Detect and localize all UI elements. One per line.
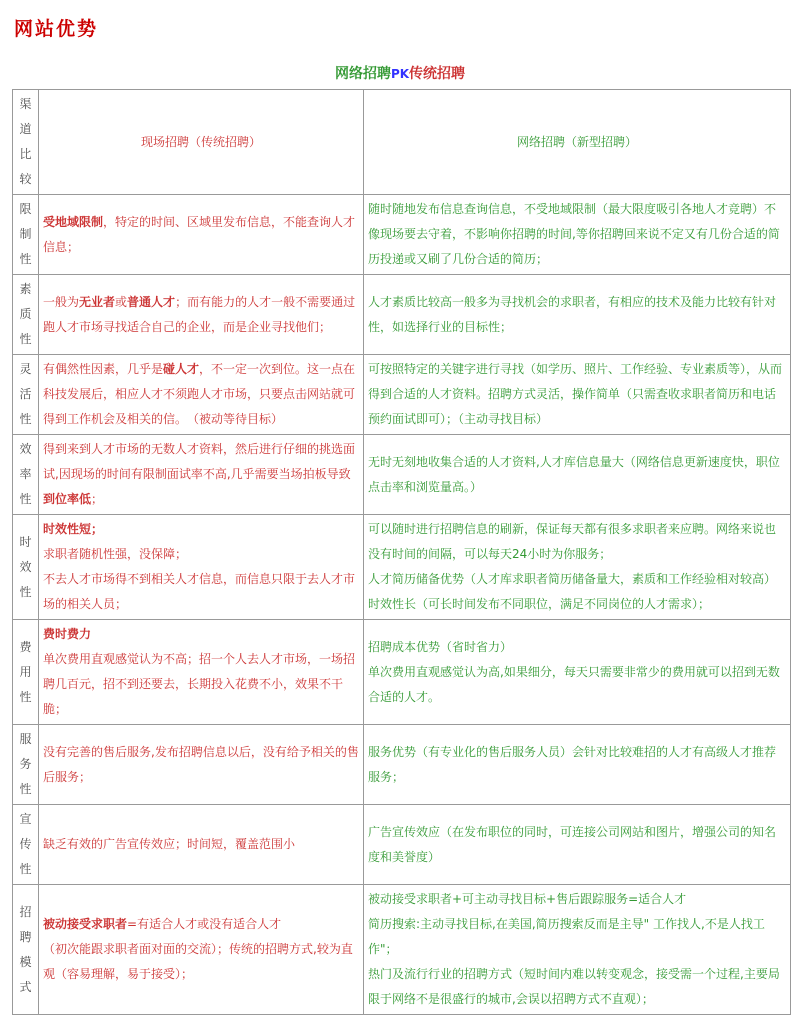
text-line: 广告宣传效应（在发布职位的同时，可连接公司网站和图片，增强公司的知名度和美誉度） <box>368 824 777 864</box>
online-cell <box>364 90 791 195</box>
text-line: 得到来到人才市场的无数人才资料，然后进行仔细的挑选面试,因现场的时间有限制面试率不高,几乎需要当场拍板导致到位率低； <box>43 442 356 506</box>
row-label: 时效性 <box>13 515 39 620</box>
row-label: 素质性 <box>13 275 39 355</box>
online-cell <box>364 275 791 355</box>
text-line: 单次费用直观感觉认为高,如果细分，每天只需要非常少的费用就可以招到无数合适的人才。 <box>368 664 780 704</box>
caption-online-part: 网络招聘 <box>334 66 391 82</box>
row-label: 宣传性 <box>13 805 39 885</box>
text-line: 不去人才市场得不到相关人才信息，而信息只限于去人才市场的相关人员； <box>43 572 356 611</box>
text-line: 一般为无业者或普通人才；而有能力的人才一般不需要通过跑人才市场寻找适合自己的企业，而是企业寻找他们； <box>43 294 356 334</box>
table-caption <box>0 63 800 83</box>
text-line: 可以随时进行招聘信息的刷新，保证每天都有很多求职者来应聘。网络来说也没有时间的间隔，可以每天24小时为你服务； <box>368 522 777 561</box>
row-label: 渠道比较 <box>13 90 39 195</box>
traditional-cell <box>39 355 364 435</box>
traditional-cell <box>39 620 364 725</box>
row-label: 费用性 <box>13 620 39 725</box>
online-cell <box>364 725 791 805</box>
row-label: 招聘模式 <box>13 885 39 1015</box>
table-row <box>13 805 791 885</box>
caption-pk-part: PK <box>390 67 410 81</box>
online-cell <box>364 435 791 515</box>
traditional-cell <box>39 90 364 195</box>
comparison-table <box>12 89 791 1015</box>
table-row <box>13 620 791 725</box>
table-row <box>13 885 791 1015</box>
online-cell <box>364 515 791 620</box>
traditional-cell <box>39 195 364 275</box>
text-line: 服务优势（有专业化的售后服务人员）会针对比较难招的人才有高级人才推荐服务； <box>368 744 777 784</box>
traditional-cell <box>39 725 364 805</box>
text-line: 有偶然性因素，几乎是碰人才，不一定一次到位。这一点在科技发展后，相应人才不须跑人才市场，只要点击网站就可得到工作机会及相关的信。 （被动等待目标） <box>43 362 356 426</box>
traditional-cell <box>39 435 364 515</box>
table-row <box>13 515 791 620</box>
row-label: 效率性 <box>13 435 39 515</box>
text-line: 被动接受求职者+可主动寻找目标+售后跟踪服务=适合人才 <box>368 892 687 906</box>
online-cell <box>364 195 791 275</box>
text-line: 随时随地发布信息查询信息，不受地域限制（最大限度吸引各地人才竞聘）不像现场要去守着，不影响你招聘的时间,等你招聘回来说不定又有几份合适的简历投递或又刷了几份合适的简历； <box>368 202 780 266</box>
text-line: 无时无刻地收集合适的人才资料,人才库信息量大（网络信息更新速度快，职位点击率和浏览量高。） <box>368 454 780 494</box>
traditional-cell <box>39 515 364 620</box>
online-cell <box>364 885 791 1015</box>
text-line: 缺乏有效的广告宣传效应；时间短，覆盖范围小 <box>43 837 296 851</box>
text-line: 被动接受求职者=有适合人才或没有适合人才 <box>43 917 282 931</box>
text-line: 现场招聘（传统招聘） <box>140 134 261 149</box>
text-line: 求职者随机性强，没保障； <box>43 547 188 561</box>
text-line: 热门及流行行业的招聘方式（短时间内难以转变观念，接受需一个过程,主要局限于网络不是很盛行的城市,会误以招聘方式不直观）； <box>368 967 780 1006</box>
online-cell <box>364 355 791 435</box>
text-line: 网络招聘（新型招聘） <box>516 134 637 149</box>
table-header-row <box>13 90 791 195</box>
traditional-cell <box>39 275 364 355</box>
text-line: 费时费力 <box>43 627 92 641</box>
table-row <box>13 435 791 515</box>
row-label: 服务性 <box>13 725 39 805</box>
text-line: 单次费用直观感觉认为不高；招一个人去人才市场，一场招聘几百元，招不到还要去，长期投入花费不小，效果不干脆； <box>43 652 356 716</box>
table-row <box>13 275 791 355</box>
text-line: 人才简历储备优势（人才库求职者简历储备量大，素质和工作经验相对较高）时效性长（可长时间发布不同职位，满足不同岗位的人才需求）； <box>368 572 777 611</box>
row-label: 限制性 <box>13 195 39 275</box>
page-title: 网站优势 <box>14 18 99 40</box>
text-line: 没有完善的售后服务,发布招聘信息以后，没有给予相关的售后服务； <box>43 744 359 784</box>
traditional-cell <box>39 805 364 885</box>
comparison-table-body <box>13 90 791 1015</box>
traditional-cell <box>39 885 364 1015</box>
text-line: （初次能跟求职者面对面的交流）；传统的招聘方式,较为直观（容易理解，易于接受）； <box>43 942 353 981</box>
online-cell <box>364 805 791 885</box>
text-line: 人才素质比较高一般多为寻找机会的求职者，有相应的技术及能力比较有针对性，如选择行业的目标性； <box>368 294 777 334</box>
text-line: 简历搜索:主动寻找目标,在美国,简历搜索反而是主导" 工作找人,不是人找工作"； <box>368 917 765 956</box>
text-line: 受地域限制，特定的时间、区域里发布信息，不能查询人才信息； <box>43 214 356 254</box>
table-row <box>13 355 791 435</box>
online-cell <box>364 620 791 725</box>
text-line: 可按照特定的关键字进行寻找（如学历、照片、工作经验、专业素质等），从而得到合适的人才资料。招聘方式灵活，操作简单（只需查收求职者简历和电话预约面试即可）；（主动寻找目标） <box>368 362 783 426</box>
table-row <box>13 195 791 275</box>
row-label: 灵活性 <box>13 355 39 435</box>
caption-traditional-part: 传统招聘 <box>409 66 466 82</box>
text-line: 时效性短； <box>43 522 104 536</box>
text-line: 招聘成本优势（省时省力） <box>368 639 513 654</box>
table-row <box>13 725 791 805</box>
